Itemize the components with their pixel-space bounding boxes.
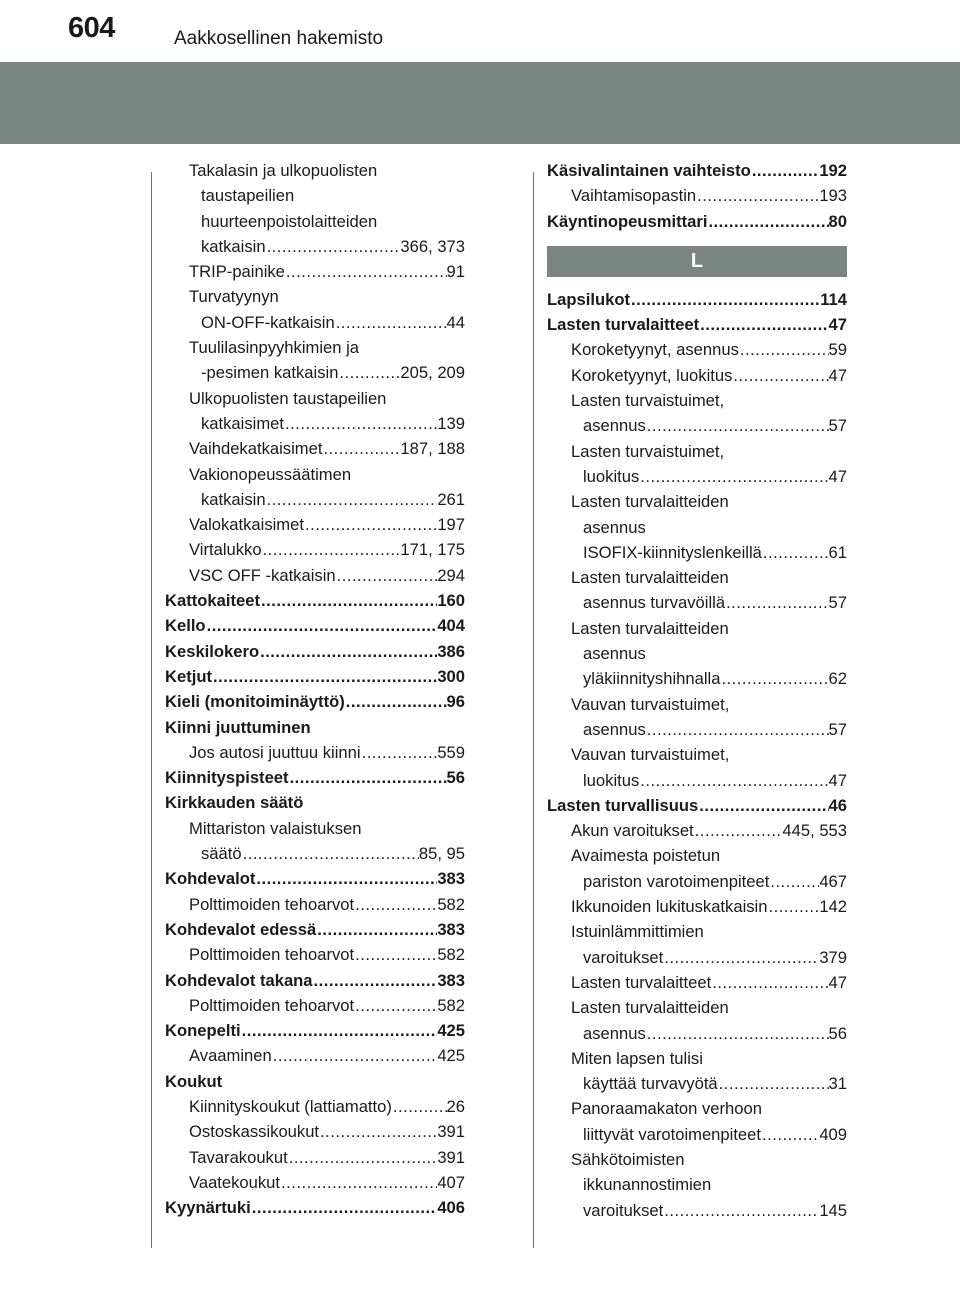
page-number: 604 [68,12,115,44]
index-entry [165,639,465,664]
index-entry [547,209,847,234]
index-entry [547,413,847,438]
index-group-l [547,287,847,1223]
entry-page-ref: 366, 373 [400,236,465,256]
dot-leader [698,793,828,818]
entry-term: Koukut [165,1071,223,1091]
entry-page-ref: 44 [446,312,465,332]
entry-page-ref: 261 [437,489,465,509]
dot-leader [260,588,437,613]
dot-leader [769,869,819,894]
index-entry [165,892,465,917]
index-entry [165,715,465,740]
entry-term: Lasten turvalaitteiden [571,618,729,638]
index-entry [547,515,847,540]
index-entry [165,310,465,335]
entry-term: Kyynärtuki [165,1198,251,1218]
index-group-k [547,158,847,234]
entry-term: Lasten turvalaitteiden [571,568,729,588]
dot-leader [262,537,401,562]
entry-page-ref: 205, 209 [400,363,465,383]
index-entry [165,209,465,234]
index-entry [547,287,847,312]
index-entry [547,793,847,818]
entry-page-ref: 582 [437,945,465,965]
entry-term: Avaaminen [189,1046,272,1066]
entry-term: Panoraamakaton verhoon [571,1099,762,1119]
dot-leader [354,942,437,967]
dot-leader [212,664,437,689]
entry-page-ref: 197 [437,515,465,535]
dot-leader [266,487,438,512]
dot-leader [266,234,401,259]
entry-page-ref: 467 [819,871,847,891]
entry-term: katkaisimet [201,413,284,433]
index-entry [547,818,847,843]
entry-term: asennus turvavöillä [583,593,726,613]
entry-term: VSC OFF -katkaisin [189,565,336,585]
dot-leader [663,1198,819,1223]
index-entry [165,588,465,613]
entry-page-ref: 56 [828,1023,847,1043]
entry-page-ref: 47 [828,315,847,335]
entry-term: asennus [583,644,646,664]
entry-term: Lasten turvallisuus [547,795,699,815]
entry-term: varoitukset [583,1200,664,1220]
index-entry [165,968,465,993]
index-entry [547,919,847,944]
dot-leader [720,666,828,691]
index-entry [165,563,465,588]
index-entry [547,1122,847,1147]
index-entry [547,717,847,742]
entry-term: Lasten turvaistuimet, [571,391,725,411]
dot-leader [345,689,447,714]
entry-term: Keskilokero [165,641,260,661]
entry-page-ref: 192 [819,161,847,180]
entry-page-ref: 85, 95 [418,844,465,864]
dot-leader [646,1021,829,1046]
entry-term: Kiinnityspisteet [165,768,289,788]
dot-leader [280,1170,437,1195]
dot-leader [646,413,829,438]
index-entry [165,689,465,714]
entry-term: Kiinni juuttuminen [165,717,311,737]
dot-leader [289,765,447,790]
entry-term: Ikkunoiden lukituskatkaisin [571,897,768,917]
entry-page-ref: 57 [828,593,847,613]
left-column-rule [151,172,152,1248]
entry-term: asennus [583,416,646,436]
entry-term: ON-OFF-katkaisin [201,312,335,332]
entry-page-ref: 47 [828,770,847,790]
entry-term: Kirkkauden säätö [165,793,304,813]
entry-term: Akun varoitukset [571,821,694,841]
index-entry [165,1094,465,1119]
center-column-rule [533,172,534,1248]
index-entry [165,1069,465,1094]
dot-leader [739,337,829,362]
index-entry [165,183,465,208]
dot-leader [761,1122,819,1147]
index-entry [165,411,465,436]
entry-term: luokitus [583,770,640,790]
dot-leader [316,917,437,942]
index-entry [165,1018,465,1043]
entry-page-ref: 386 [437,641,465,661]
dot-leader [694,818,783,843]
dot-leader [725,590,828,615]
entry-term: Miten lapsen tulisi [571,1048,703,1068]
entry-term: Ostoskassikoukut [189,1122,320,1142]
entry-term: Mittariston valaistuksen [189,818,362,838]
dot-leader [304,512,437,537]
entry-page-ref: 445, 553 [782,821,847,841]
entry-page-ref: 559 [437,742,465,762]
dot-leader [335,310,447,335]
index-column-left [165,158,465,1220]
index-entry [547,363,847,388]
entry-page-ref: 409 [819,1124,847,1144]
entry-term: Virtalukko [189,540,262,560]
entry-term: varoitukset [583,947,664,967]
index-entry [547,489,847,514]
entry-term: Sähkötoimisten [571,1149,685,1169]
index-entry [165,1145,465,1170]
entry-term: Kattokaiteet [165,591,260,611]
dot-leader [285,259,447,284]
index-column-right [547,158,847,1223]
index-entry [165,664,465,689]
index-entry [547,565,847,590]
entry-term: Ulkopuolisten taustapeilien [189,388,387,408]
entry-page-ref: 425 [437,1046,465,1066]
index-entry [547,894,847,919]
entry-page-ref: 391 [437,1122,465,1142]
index-entry [165,259,465,284]
index-entry [547,158,847,183]
entry-term: Kiinnityskoukut (lattiamatto) [189,1096,392,1116]
index-entry [165,942,465,967]
entry-term: Lasten turvaistuimet, [571,441,725,461]
entry-term: Vaihdekatkaisimet [189,439,323,459]
index-entry [547,843,847,868]
dot-leader [663,945,819,970]
index-entry [547,1046,847,1071]
entry-term: Lasten turvalaitteet [571,972,712,992]
dot-leader [711,970,828,995]
entry-term: Vauvan turvaistuimet, [571,694,730,714]
entry-term: Koroketyynyt, luokitus [571,365,733,385]
entry-term: Tavarakoukut [189,1147,288,1167]
index-entry [547,666,847,691]
dot-leader [354,993,437,1018]
entry-term: Käsivalintainen vaihteisto [547,161,751,180]
entry-page-ref: 59 [828,340,847,360]
entry-page-ref: 160 [437,591,465,611]
entry-term: Takalasin ja ulkopuolisten [189,161,378,180]
dot-leader [639,464,828,489]
index-entry [165,1119,465,1144]
entry-page-ref: 383 [437,970,465,990]
index-entry [165,993,465,1018]
dot-leader [259,639,437,664]
entry-page-ref: 383 [437,869,465,889]
entry-term: pariston varotoimenpiteet [583,871,770,891]
dot-leader [718,1071,829,1096]
index-entry [547,464,847,489]
index-entry [547,1071,847,1096]
index-entry [165,765,465,790]
dot-leader [255,866,437,891]
index-entry [547,742,847,767]
index-entry [547,439,847,464]
index-entry [547,945,847,970]
index-entry [165,360,465,385]
entry-page-ref: 114 [820,289,847,309]
entry-page-ref: 61 [828,542,847,562]
entry-page-ref: 404 [437,616,465,636]
index-entry [165,537,465,562]
index-entry [165,917,465,942]
index-entry [165,790,465,815]
entry-term: Lapsilukot [547,289,630,309]
index-entry [165,1195,465,1220]
entry-term: Polttimoiden tehoarvot [189,894,355,914]
entry-page-ref: 425 [437,1021,465,1041]
entry-page-ref: 47 [828,365,847,385]
dot-leader [322,436,400,461]
index-entry [547,337,847,362]
index-entry [547,590,847,615]
index-entry [165,335,465,360]
entry-page-ref: 582 [437,894,465,914]
dot-leader [762,540,829,565]
page-header [0,0,960,62]
dot-leader [251,1195,438,1220]
index-entry [165,386,465,411]
index-entry [547,1147,847,1172]
entry-term: Koroketyynyt, asennus [571,340,739,360]
entry-term: Kello [165,616,206,636]
index-entry [165,436,465,461]
entry-term: Kieli (monitoiminäyttö) [165,692,345,712]
entry-term: Käyntinopeusmittari [547,211,708,231]
entry-page-ref: 145 [819,1200,847,1220]
entry-term: käyttää turvavyötä [583,1074,718,1094]
dot-leader [392,1094,447,1119]
entry-term: ikkunannostimien [583,1175,712,1195]
index-entry [547,388,847,413]
entry-page-ref: 407 [437,1172,465,1192]
index-entry [165,158,465,183]
dot-leader [751,158,820,183]
entry-term: asennus [583,517,646,537]
dot-leader [361,740,438,765]
entry-term: katkaisin [201,489,266,509]
entry-term: Kohdevalot edessä [165,919,317,939]
entry-page-ref: 193 [819,186,847,206]
entry-page-ref: 582 [437,995,465,1015]
entry-term: Lasten turvalaitteiden [571,492,729,512]
entry-term: Vaihtamisopastin [571,186,697,206]
entry-term: Vauvan turvaistuimet, [571,745,730,765]
index-entry [547,183,847,208]
entry-term: Valokatkaisimet [189,515,304,535]
index-entry [165,613,465,638]
entry-page-ref: 47 [828,972,847,992]
index-entry [547,1021,847,1046]
index-entry [165,1170,465,1195]
index-entry [165,816,465,841]
entry-page-ref: 57 [828,416,847,436]
entry-page-ref: 96 [446,692,465,712]
dot-leader [630,287,820,312]
page-title: Aakkosellinen hakemisto [174,28,384,49]
dot-leader [284,411,437,436]
index-entry [547,970,847,995]
dot-leader [338,360,400,385]
index-entry [165,234,465,259]
index-entry [165,487,465,512]
entry-page-ref: 294 [437,565,465,585]
entry-page-ref: 171, 175 [400,540,465,560]
entry-term: Turvatyynyn [189,287,279,307]
dot-leader [732,363,828,388]
dot-leader [206,613,438,638]
entry-term: asennus [583,719,646,739]
entry-page-ref: 26 [446,1096,465,1116]
dot-leader [241,1018,438,1043]
entry-term: Jos autosi juuttuu kiinni [189,742,361,762]
index-entry [547,995,847,1020]
entry-term: huurteenpoistolaitteiden [201,211,378,231]
entry-page-ref: 31 [828,1074,847,1094]
dot-leader [707,209,828,234]
dot-leader [319,1119,437,1144]
index-entry [165,462,465,487]
entry-term: säätö [201,844,242,864]
dot-leader [639,768,828,793]
dot-leader [242,841,419,866]
index-entry [547,692,847,717]
entry-page-ref: 406 [437,1198,465,1218]
dot-leader [354,892,437,917]
entry-term: asennus [583,1023,646,1043]
entry-term: luokitus [583,466,640,486]
index-entry [547,869,847,894]
index-entry [165,866,465,891]
section-letter-bar: L [547,246,847,277]
entry-page-ref: 56 [446,768,465,788]
entry-term: -pesimen katkaisin [201,363,339,383]
entry-term: taustapeilien [201,186,295,206]
index-entry [547,540,847,565]
index-entry [547,616,847,641]
index-entry [165,841,465,866]
index-entry [547,1198,847,1223]
entry-page-ref: 57 [828,719,847,739]
dot-leader [288,1145,438,1170]
index-entry [547,641,847,666]
entry-page-ref: 391 [437,1147,465,1167]
entry-term: Konepelti [165,1021,241,1041]
entry-term: yläkiinnityshihnalla [583,669,721,689]
entry-page-ref: 91 [446,262,465,282]
index-entry [165,740,465,765]
entry-term: liittyvät varotoimenpiteet [583,1124,762,1144]
entry-page-ref: 80 [828,211,847,231]
entry-page-ref: 187, 188 [400,439,465,459]
entry-term: ISOFIX-kiinnityslenkeillä [583,542,762,562]
dot-leader [313,968,438,993]
entry-page-ref: 300 [437,666,465,686]
index-entry [547,768,847,793]
entry-page-ref: 142 [819,897,847,917]
index-entry [547,312,847,337]
index-entry [165,284,465,309]
index-entry [165,512,465,537]
index-entry [547,1096,847,1121]
entry-term: TRIP-painike [189,262,285,282]
entry-term: Lasten turvalaitteiden [571,998,729,1018]
entry-term: Vakionopeussäätimen [189,464,352,484]
entry-term: Vaatekoukut [189,1172,281,1192]
entry-term: Polttimoiden tehoarvot [189,995,355,1015]
entry-term: katkaisin [201,236,266,256]
dot-leader [272,1043,438,1068]
entry-term: Istuinlämmittimien [571,922,704,942]
dot-leader [696,183,819,208]
entry-page-ref: 46 [828,795,847,815]
index-entry [547,1172,847,1197]
dot-leader [699,312,828,337]
entry-term: Polttimoiden tehoarvot [189,945,355,965]
entry-term: Lasten turvalaitteet [547,315,700,335]
dot-leader [767,894,819,919]
entry-term: Kohdevalot takana [165,970,313,990]
entry-page-ref: 47 [828,466,847,486]
entry-term: Tuulilasinpyyhkimien ja [189,338,360,358]
dot-leader [336,563,438,588]
entry-term: Avaimesta poistetun [571,846,721,866]
header-band [0,62,960,144]
entry-page-ref: 62 [828,669,847,689]
index-entry [165,1043,465,1068]
dot-leader [646,717,829,742]
entry-term: Ketjut [165,666,213,686]
entry-term: Kohdevalot [165,869,256,889]
entry-page-ref: 139 [437,413,465,433]
entry-page-ref: 379 [819,947,847,967]
entry-page-ref: 383 [437,919,465,939]
